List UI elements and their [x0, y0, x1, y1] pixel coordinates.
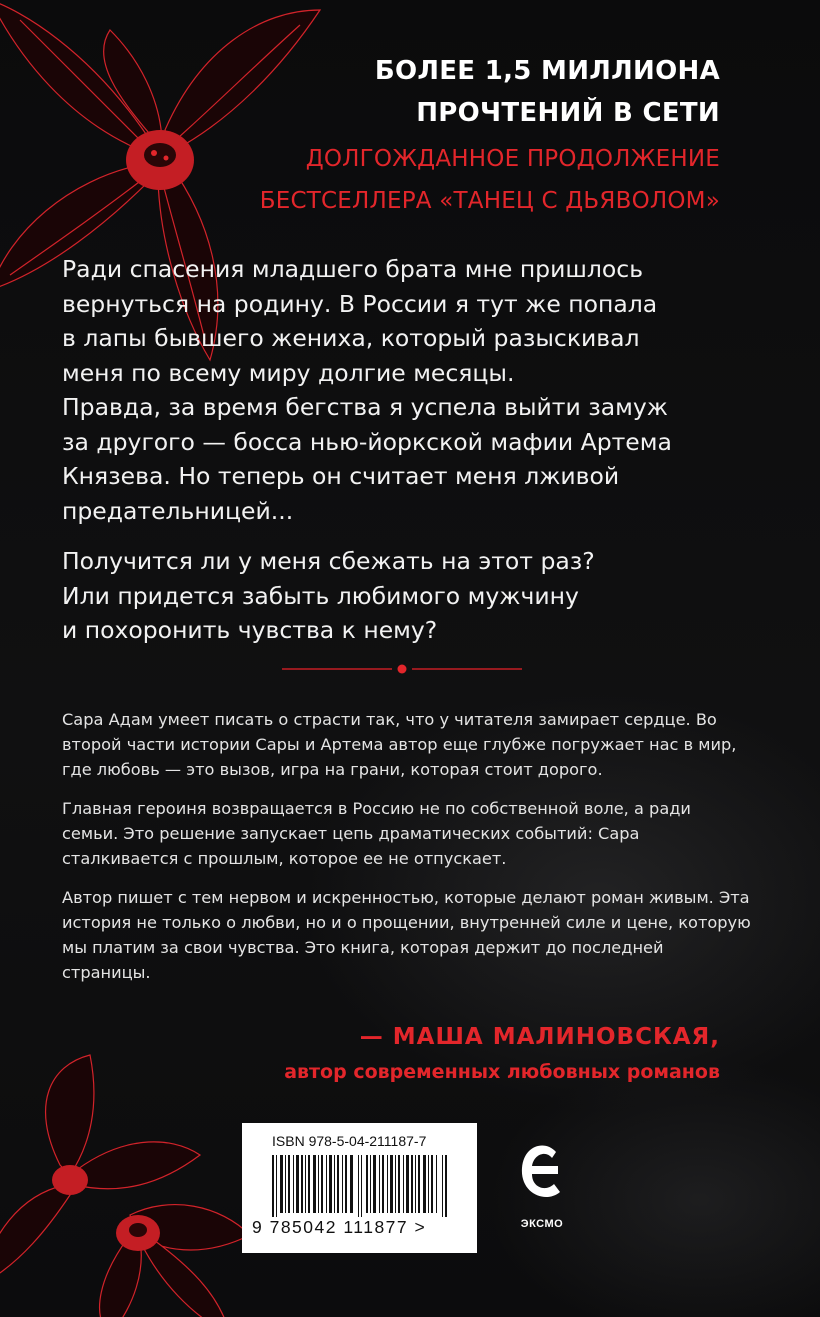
- blurb-line: вернуться на родину. В России я тут же попала: [62, 289, 658, 318]
- blurb-line: меня по всему миру долгие месяцы.: [62, 358, 515, 387]
- isbn-label: ISBN 978-5-04-211187-7: [272, 1133, 427, 1149]
- headline-line-2: ПРОЧТЕНИЙ В СЕТИ: [416, 98, 720, 128]
- review-paragraph: Сара Адам умеет писать о страсти так, что у читателя замирает сердце. Во второй части истории Сары и Артема автор еще глубже погружает нас в мир, где любовь — это вызов, игра на грани, которая стоит дорого.: [62, 710, 737, 779]
- review-quote: [62, 707, 752, 999]
- publisher-name: ЭКСМО: [520, 1218, 564, 1230]
- barcode-digits: 9 785042 111877 >: [252, 1217, 427, 1237]
- blurb-paragraph-2: [62, 544, 742, 648]
- book-blurb: [62, 252, 742, 648]
- ornament-divider: [282, 664, 522, 674]
- review-author-description: автор современных любовных романов: [284, 1061, 720, 1083]
- blurb-paragraph-1: [62, 252, 742, 528]
- subheadline: [260, 138, 720, 222]
- subheadline-line-1: ДОЛГОЖДАННОЕ ПРОДОЛЖЕНИЕ: [305, 146, 720, 172]
- review-author-name: — МАША МАЛИНОВСКАЯ,: [359, 1024, 720, 1050]
- blurb-line: и похоронить чувства к нему?: [62, 616, 438, 644]
- barcode: [242, 1123, 477, 1253]
- blurb-line: Или придется забыть любимого мужчину: [62, 581, 579, 610]
- review-paragraph: Главная героиня возвращается в Россию не по собственной воле, а ради семьи. Это решение запускает цепь драматических событий: Сара сталкивается с прошлым, которое ее не отпускает.: [62, 799, 691, 868]
- publisher-mark: [502, 1138, 582, 1238]
- blurb-line: Правда, за время бегства я успела выйти замуж: [62, 393, 668, 421]
- blurb-line: за другого — босса нью-йоркской мафии Артема: [62, 427, 672, 456]
- blurb-line: Получится ли у меня сбежать на этот раз?: [62, 547, 595, 575]
- blurb-line: предательницей...: [62, 496, 294, 525]
- eksmo-logo-icon: [516, 1138, 566, 1208]
- blurb-line: Князева. Но теперь он считает меня лживой: [62, 462, 620, 490]
- blurb-line: в лапы бывшего жениха, который разыскивал: [62, 324, 640, 352]
- headline: [375, 50, 720, 134]
- review-paragraph: Автор пишет с тем нервом и искренностью, которые делают роман живым. Эта история не только о любви, но и о прощении, внутренней силе и цене, которую мы платим за свои чувства. Это книга, которая держит до последней страницы.: [62, 888, 751, 982]
- subheadline-line-2: БЕСТСЕЛЛЕРА «ТАНЕЦ С ДЬЯВОЛОМ»: [259, 188, 720, 214]
- headline-line-1: БОЛЕЕ 1,5 МИЛЛИОНА: [374, 56, 720, 86]
- blurb-line: Ради спасения младшего брата мне пришлось: [62, 255, 644, 283]
- barcode-bars: [272, 1155, 452, 1217]
